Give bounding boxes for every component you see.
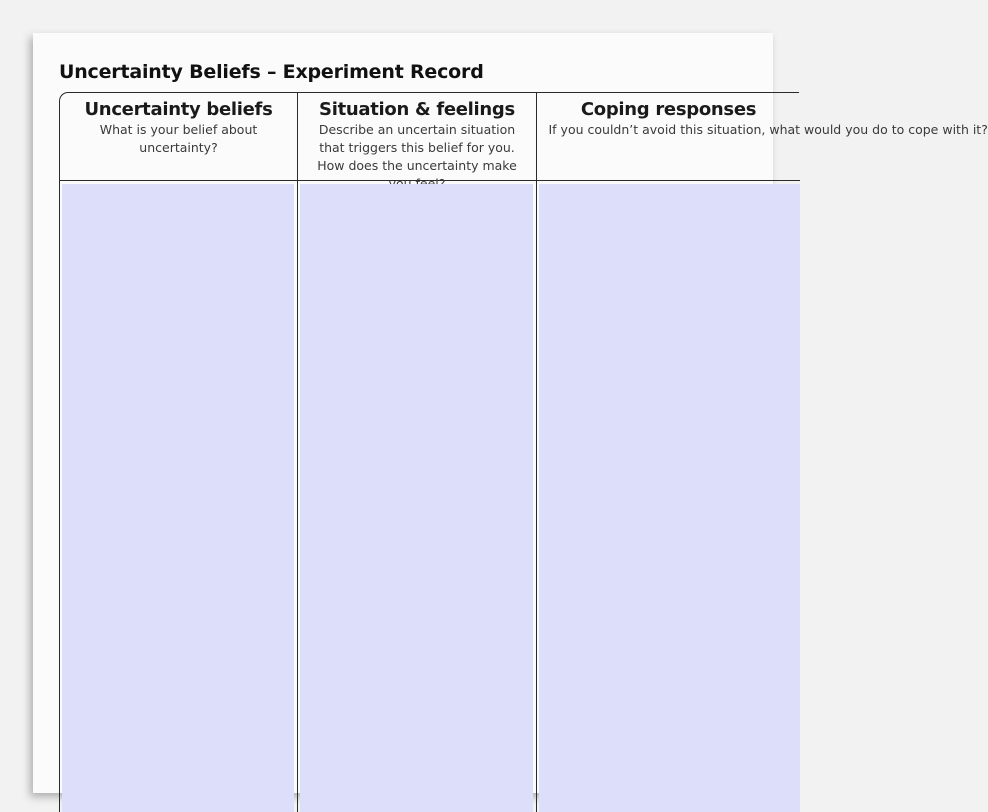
column-description: If you couldn’t avoid this situation, what would you do to cope with it?: [548, 122, 988, 137]
entry-field-situation-feelings[interactable]: [300, 184, 533, 812]
entry-field-coping-responses[interactable]: [539, 184, 800, 812]
column-description: What is your belief about uncertainty?: [99, 122, 258, 155]
worksheet-page: [33, 33, 988, 793]
column-body-uncertainty-beliefs: [60, 181, 298, 812]
column-header-coping-responses: [537, 93, 988, 181]
column-title: Situation & feelings: [319, 99, 515, 120]
column-title: Coping responses: [580, 99, 757, 120]
column-body-situation-feelings: [298, 181, 537, 812]
column-body-coping-responses: [537, 181, 800, 812]
document-title: Uncertainty Beliefs – Experiment Record: [59, 61, 484, 83]
experiment-record-table: [59, 92, 988, 812]
column-header-uncertainty-beliefs: [60, 93, 298, 181]
column-header-situation-feelings: [298, 93, 537, 181]
column-description: Describe an uncertain situation that triggers this belief for you. How does the uncertainty make: [317, 122, 517, 173]
column-title: Uncertainty beliefs: [84, 99, 273, 120]
entry-field-uncertainty-beliefs[interactable]: [62, 184, 294, 812]
